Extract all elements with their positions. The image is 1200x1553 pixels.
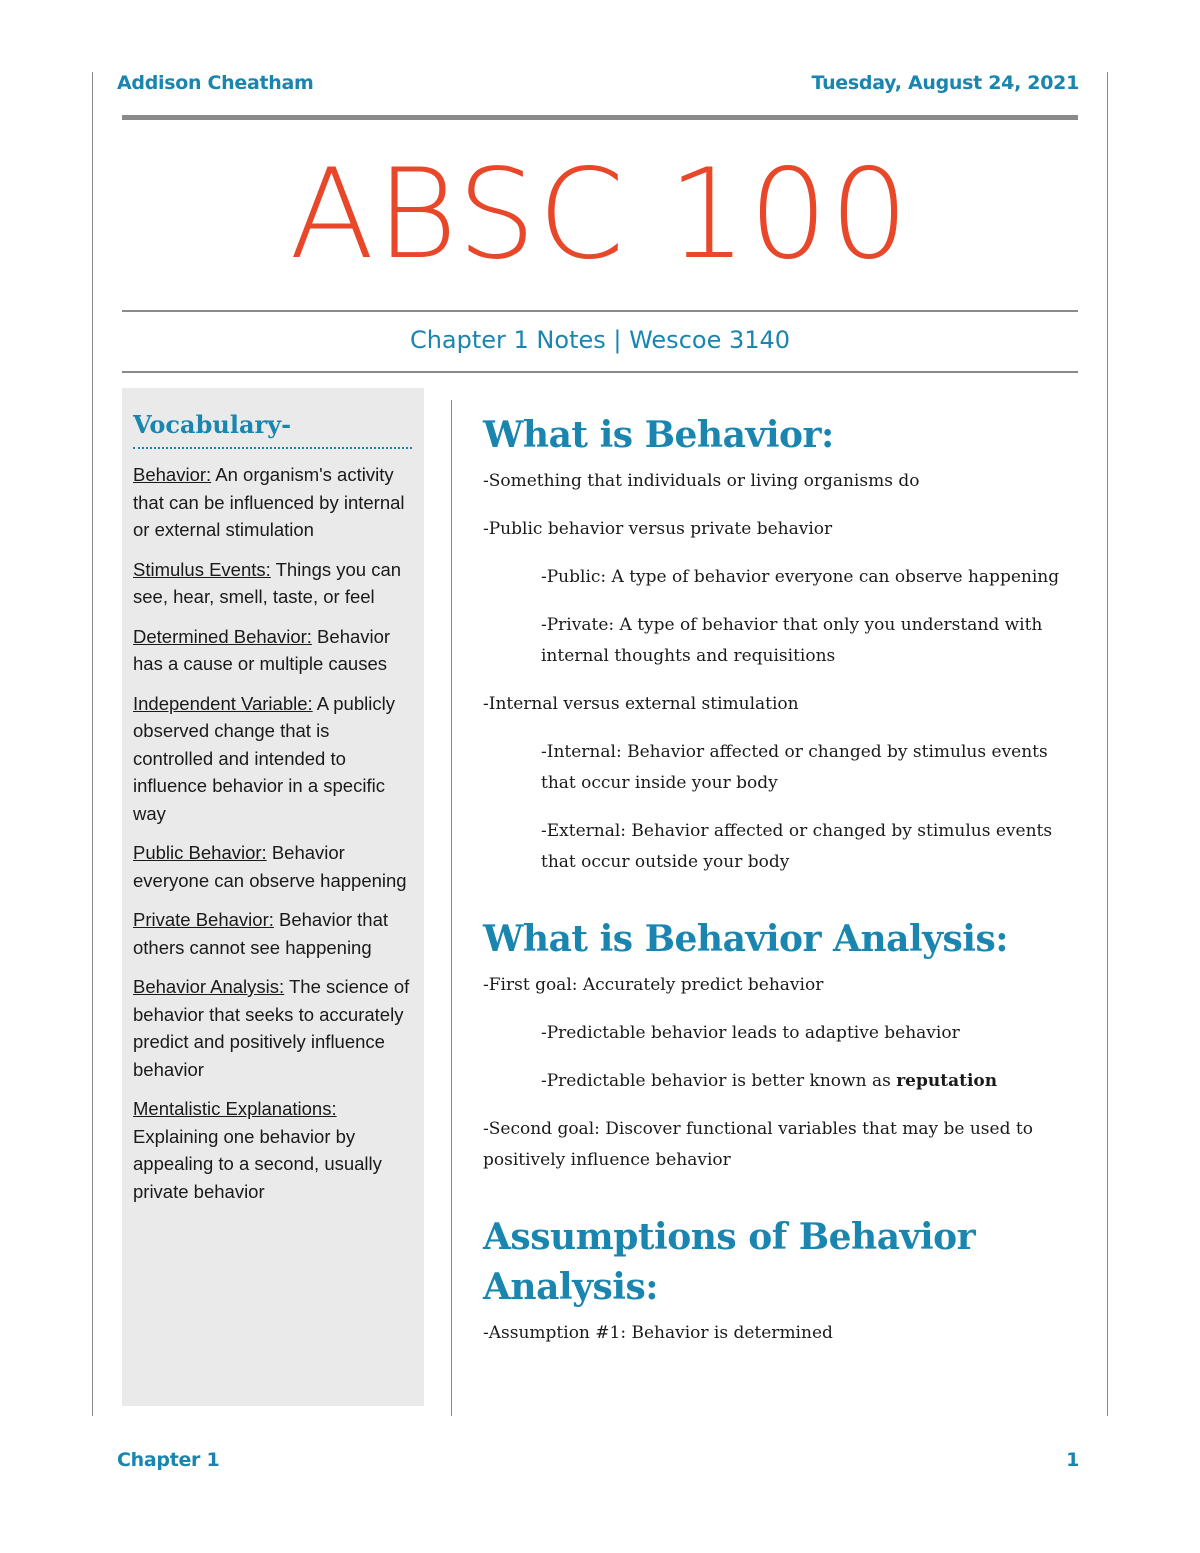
title-rule-top (122, 310, 1078, 312)
header-date: Tuesday, August 24, 2021 (811, 72, 1079, 94)
vocabulary-term: Independent Variable: (133, 692, 313, 714)
vocabulary-entry (133, 461, 412, 544)
vocabulary-list (133, 461, 412, 1205)
section-what-is-behavior (483, 410, 1083, 878)
note-line: -External: Behavior affected or changed by stimulus events that occur outside your body (541, 821, 1053, 872)
section-assumptions (483, 1212, 1083, 1349)
vocabulary-definition: A publicly observed change that is controlled and intended to influence behavior in a specific way (133, 692, 395, 824)
vocabulary-term: Determined Behavior: (133, 625, 312, 647)
vocabulary-entry (133, 1095, 412, 1205)
vocabulary-definition: Things you can see, hear, smell, taste, or feel (133, 558, 402, 607)
note-line: -Something that individuals or living organisms do (483, 471, 920, 491)
note-line: -Public behavior versus private behavior (483, 519, 833, 539)
vocabulary-entry (133, 623, 412, 678)
vocabulary-heading: Vocabulary- (133, 410, 412, 449)
note-text: -Predictable behavior is better known as (541, 1071, 897, 1091)
note-line: -Internal versus external stimulation (483, 694, 799, 714)
page-number: 1 (1066, 1449, 1079, 1471)
page-subtitle: Chapter 1 Notes | Wescoe 3140 (409, 326, 791, 354)
footer-chapter: Chapter 1 (117, 1449, 220, 1471)
vocabulary-entry (133, 690, 412, 828)
note-line (483, 1066, 1083, 1097)
vocabulary-sidebar (122, 388, 424, 1406)
vocabulary-term: Mentalistic Explanations: (133, 1098, 337, 1119)
page-title: ABSC 100 (289, 143, 911, 287)
vocabulary-definition: An organism's activity that can be influenced by internal or external stimulation (133, 464, 405, 540)
key-term: reputation (896, 1071, 998, 1091)
column-divider (451, 400, 452, 1416)
vocabulary-entry (133, 556, 412, 611)
section-what-is-behavior-analysis (483, 914, 1083, 1176)
vocabulary-term: Private Behavior: (133, 909, 274, 930)
vocabulary-term: Behavior Analysis: (133, 976, 285, 997)
note-line: -Public: A type of behavior everyone can observe happening (541, 567, 1060, 587)
note-line: -First goal: Accurately predict behavior (483, 975, 824, 995)
vocabulary-entry (133, 839, 412, 894)
main-content (483, 410, 1083, 1349)
note-line: -Internal: Behavior affected or changed by stimulus events that occur inside your body (541, 742, 1048, 793)
vocabulary-entry (133, 906, 412, 961)
section-heading: Assumptions of Behavior Analysis: (483, 1216, 976, 1308)
section-heading: What is Behavior: (483, 414, 834, 456)
note-line: -Second goal: Discover functional variables that may be used to positively influence behavior (483, 1119, 1033, 1170)
note-line: -Predictable behavior leads to adaptive behavior (541, 1023, 960, 1043)
vocabulary-definition: Behavior that others cannot see happening (133, 909, 389, 958)
vocabulary-term: Stimulus Events: (133, 558, 271, 580)
vocabulary-definition: Behavior everyone can observe happening (133, 842, 407, 891)
note-line: -Private: A type of behavior that only you understand with internal thoughts and requisitions (541, 615, 1043, 666)
vocabulary-definition: The science of behavior that seeks to accurately predict and positively influence behavior (133, 976, 410, 1080)
section-heading: What is Behavior Analysis: (483, 918, 1009, 960)
vocabulary-term: Public Behavior: (133, 842, 267, 863)
title-rule-bottom (122, 371, 1078, 373)
vocabulary-term: Behavior: (133, 464, 212, 485)
vocabulary-entry (133, 973, 412, 1083)
header-rule (122, 115, 1078, 120)
note-line: -Assumption #1: Behavior is determined (483, 1323, 833, 1343)
vocabulary-definition: Explaining one behavior by appealing to a second, usually private behavior (133, 1125, 382, 1202)
vocabulary-definition: Behavior has a cause or multiple causes (133, 625, 391, 674)
author-name: Addison Cheatham (117, 72, 314, 94)
